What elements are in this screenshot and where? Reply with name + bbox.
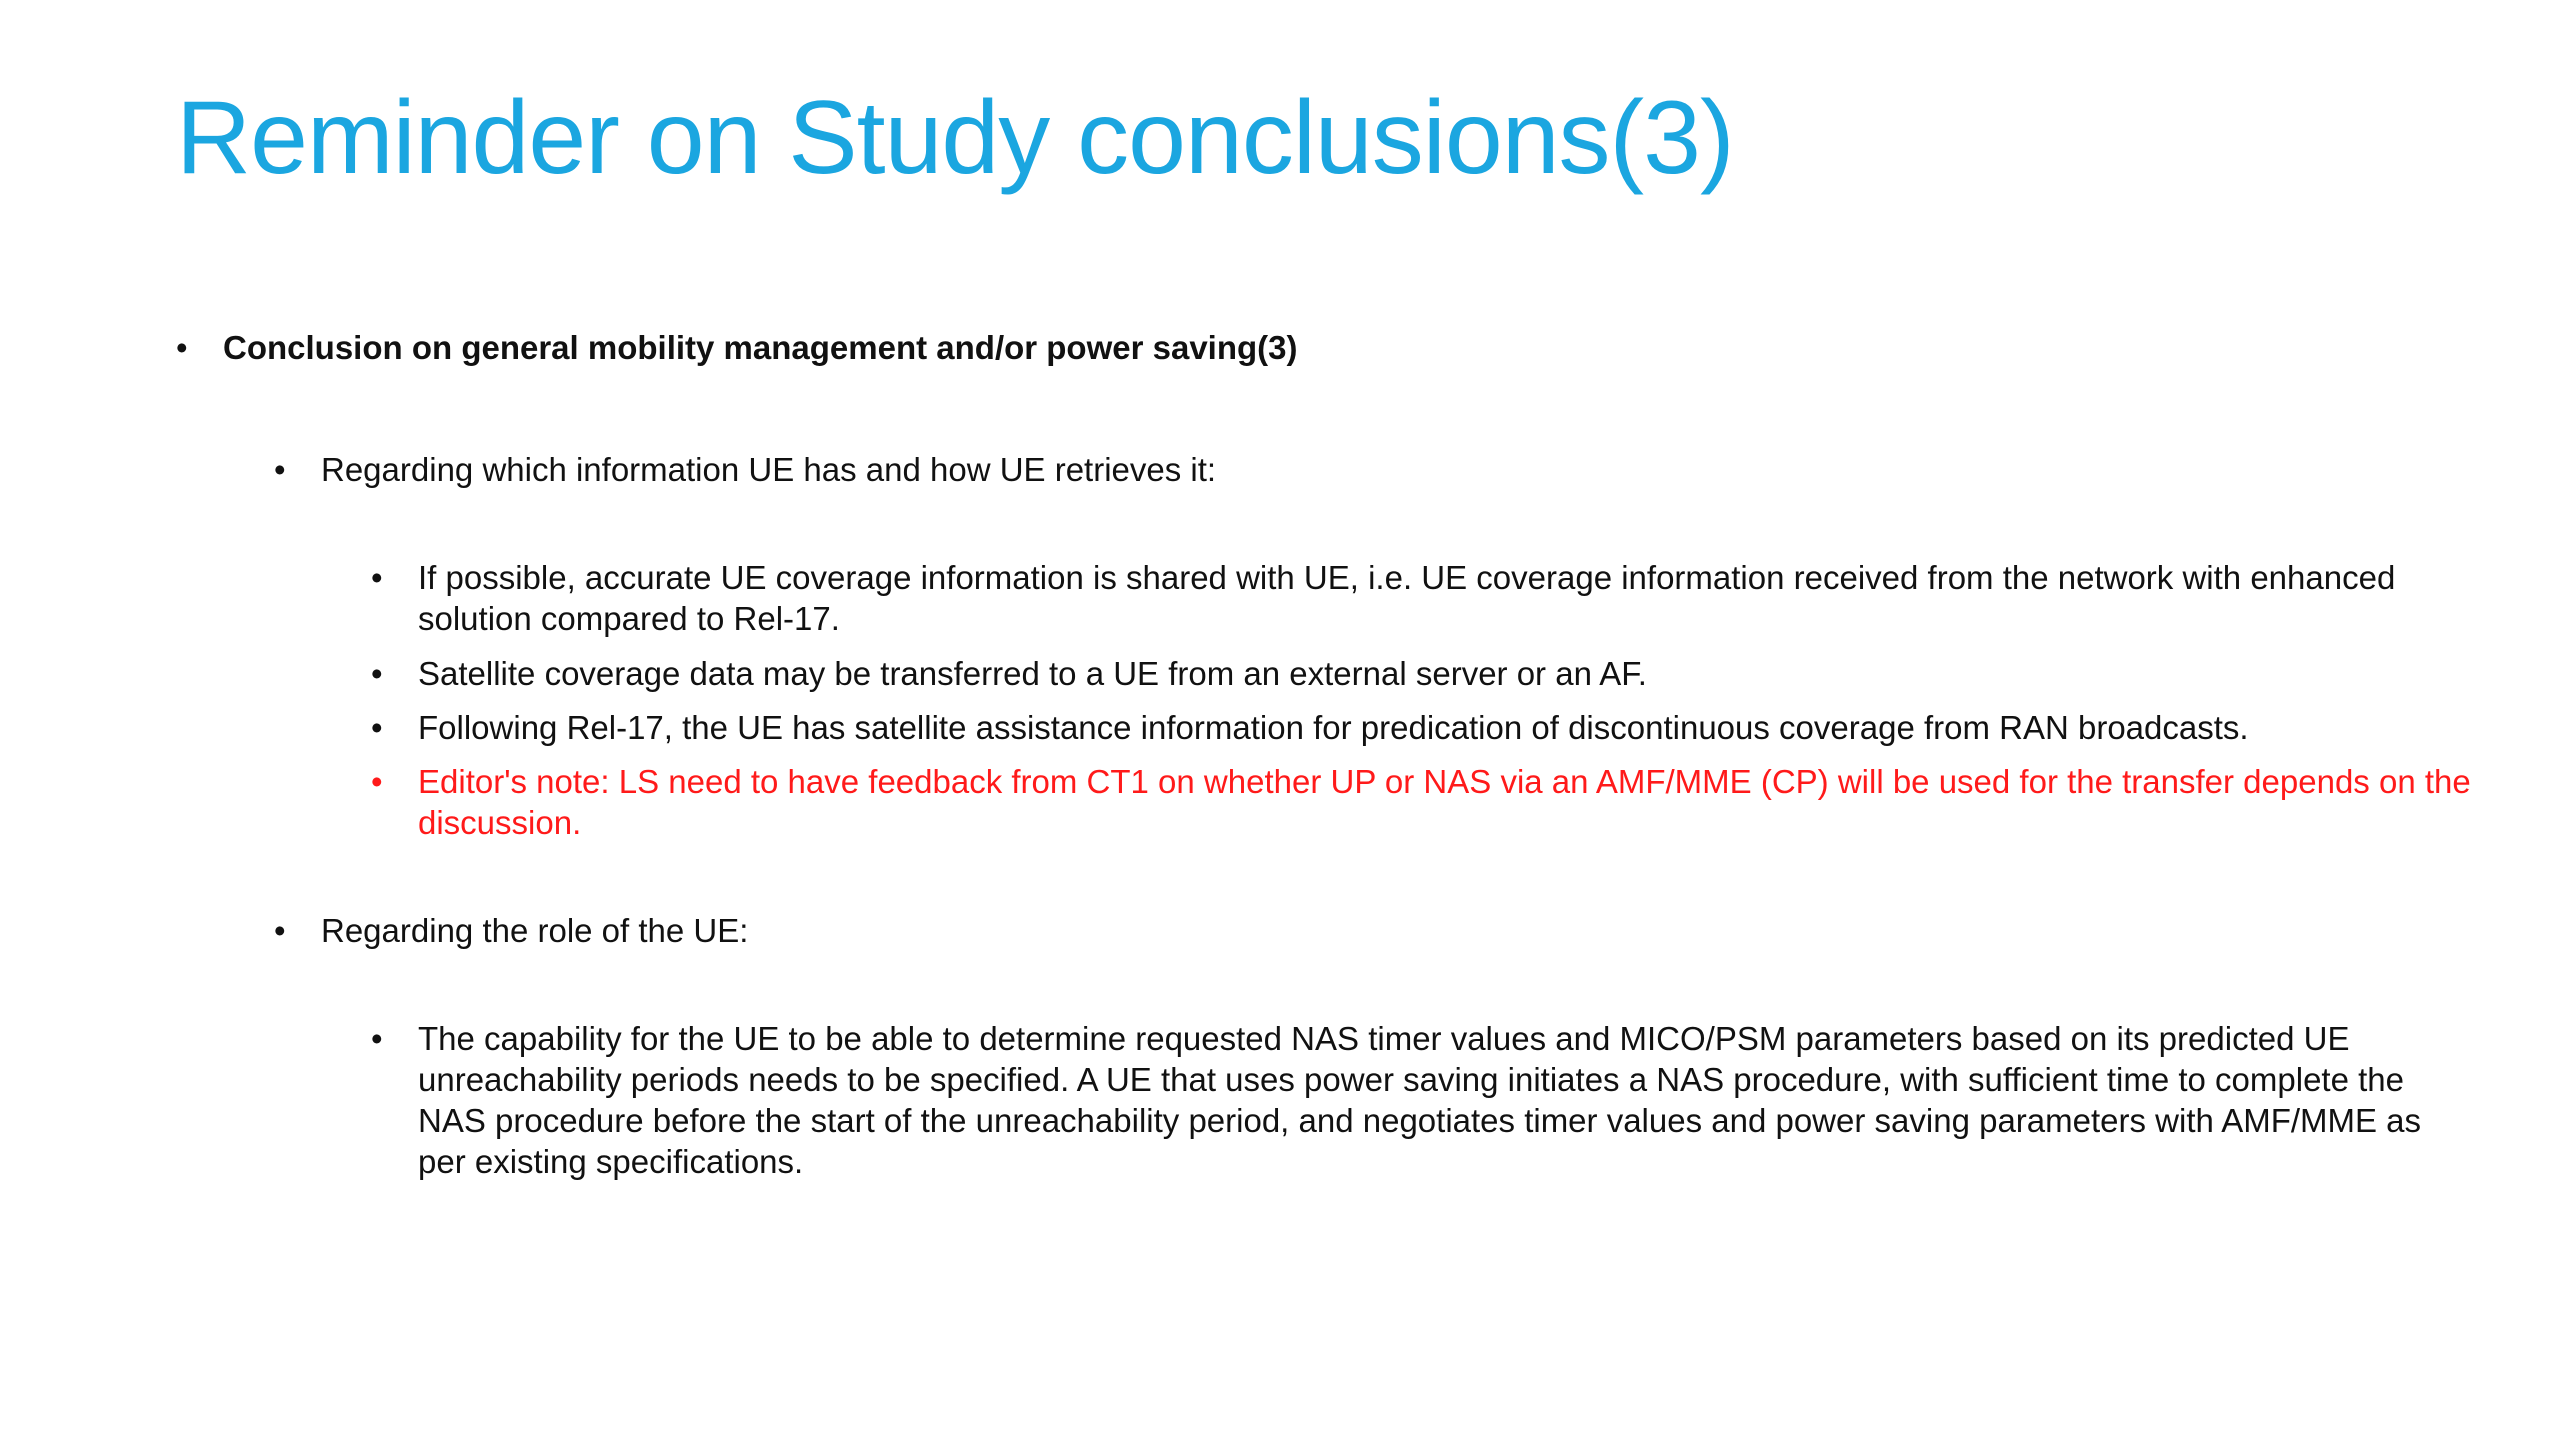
list-item bbox=[371, 707, 2471, 748]
bullet-dot: • bbox=[371, 1020, 383, 1057]
list-item bbox=[371, 653, 2471, 694]
list-item bbox=[371, 557, 2471, 639]
list-item-text: Satellite coverage data may be transferred to a UE from an external server or an AF. bbox=[418, 655, 1647, 692]
section2-label: Regarding the role of the UE: bbox=[321, 912, 749, 949]
bullet-dot: • bbox=[371, 655, 383, 692]
bullet-section2 bbox=[274, 910, 2474, 951]
editors-note-text: Editor's note: LS need to have feedback from CT1 on whether UP or NAS via an AMF/MME (CP) will be used for the transfer depends on the discussion. bbox=[418, 763, 2471, 841]
list-item bbox=[371, 1018, 2471, 1182]
bullet-section1 bbox=[274, 449, 2474, 490]
list-item-text: Following Rel-17, the UE has satellite assistance information for predication of discontinuous coverage from RAN broadcasts. bbox=[418, 709, 2249, 746]
heading-text: Conclusion on general mobility management and/or power saving(3) bbox=[223, 329, 1298, 366]
bullet-dot: • bbox=[371, 763, 383, 800]
section1-label: Regarding which information UE has and how UE retrieves it: bbox=[321, 451, 1217, 488]
list-item-text: If possible, accurate UE coverage information is shared with UE, i.e. UE coverage information received from the network with enhanced solution compared to Rel-17. bbox=[418, 559, 2396, 637]
list-item-text: The capability for the UE to be able to determine requested NAS timer values and MICO/PSM parameters based on its predicted UE unreachability periods needs to be specified. A UE that uses power saving initiates a NAS procedure, with sufficient time to complete the NAS procedure before the start of the unreachability period, and negotiates timer values and power saving parameters with AMF/MME as per existing specifications. bbox=[418, 1020, 2422, 1180]
slide-title: Reminder on Study conclusions(3) bbox=[176, 80, 1734, 196]
bullet-dot: • bbox=[371, 709, 383, 746]
bullet-dot: • bbox=[371, 559, 383, 596]
editors-note bbox=[371, 761, 2471, 843]
bullet-dot: • bbox=[176, 329, 188, 366]
bullet-dot: • bbox=[274, 451, 286, 488]
bullet-dot: • bbox=[274, 912, 286, 949]
bullet-heading bbox=[176, 327, 2476, 368]
